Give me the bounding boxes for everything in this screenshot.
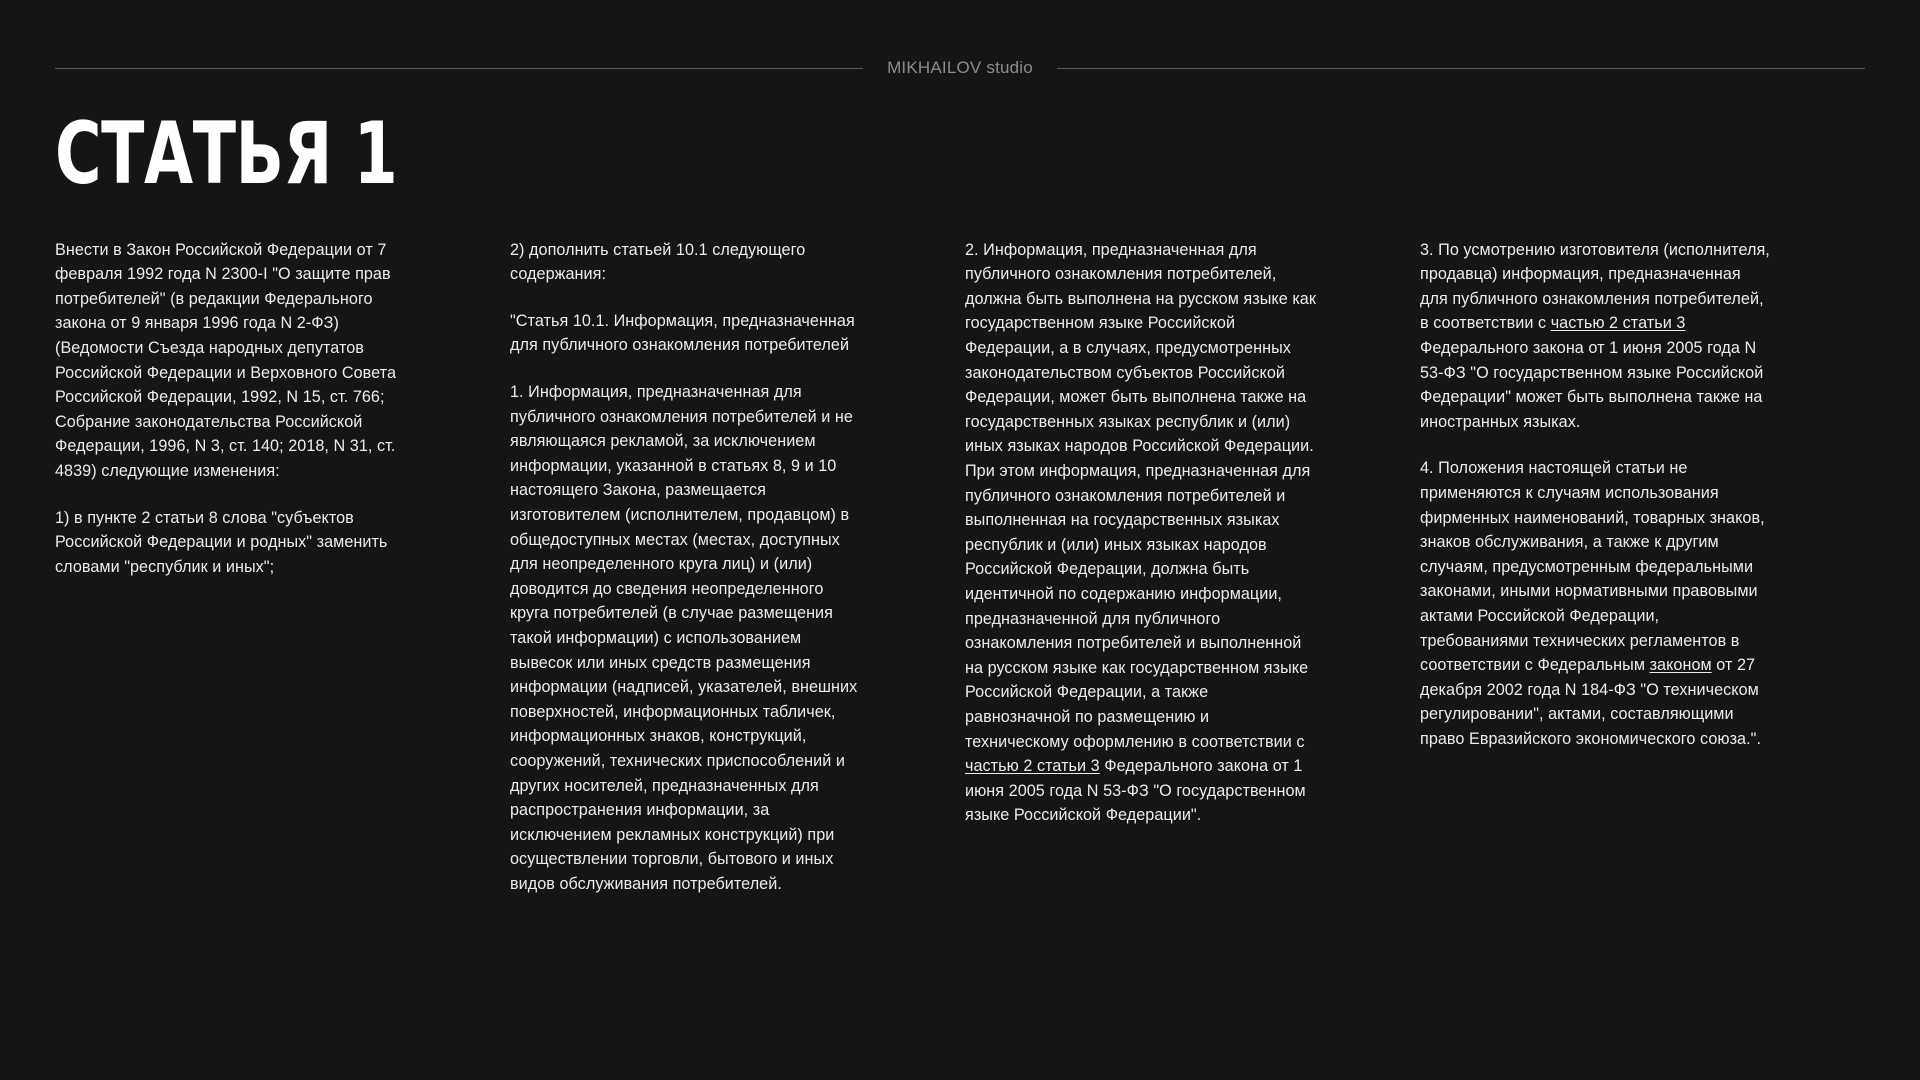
column-2: [510, 238, 862, 897]
text-run: 1) в пункте 2 статьи 8 слова "субъектов Российской Федерации и родных" заменить словами "республик и иных";: [55, 508, 388, 576]
paragraph: [510, 238, 862, 287]
page-title: СТАТЬЯ 1: [55, 104, 398, 204]
text-run: 4. Положения настоящей статьи не применяются к случаям использования фирменных наименований, товарных знаков, знаков обслуживания, а также к другим случаям, предусмотренным федеральными законами, иными нормативными правовыми актами Российской Федерации, требованиями технических регламентов в соответствии с Федеральным: [1420, 459, 1765, 675]
brand-label: MIKHAILOV studio: [887, 58, 1033, 77]
title-block: [55, 104, 1865, 204]
paragraph: [1420, 238, 1772, 435]
text-run: 2) дополнить статьей 10.1 следующего содержания:: [510, 240, 806, 284]
text-run: от 27 декабря 2002 года N 184-ФЗ "О техническом регулировании", актами, составляющими право Евразийского экономического союза.".: [1420, 656, 1761, 748]
paragraph: [965, 238, 1317, 828]
text-columns: [55, 238, 1865, 897]
text-run: 1. Информация, предназначенная для публичного ознакомления потребителей и не являющаяся рекламой, за исключением информации, указанной в статьях 8, 9 и 10 настоящего Закона, размещается изготовителем (исполнителем, продавцом) в общедоступных местах (местах, доступных для неопределенного круга лиц) и (или) доводится до сведения неопределенного круга потребителей (в случае размещения такой информации) с использованием вывесок или иных средств размещения информации (надписей, указателей, внешних поверхностей, информационных табличек, информационных знаков, конструкций, сооружений, технических приспособлений и других носителей, предназначенных для распространения информации, за исключением рекламных конструкций) при осуществлении торговли, бытового и иных видов обслуживания потребителей.: [510, 383, 858, 893]
text-run: 2. Информация, предназначенная для публичного ознакомления потребителей, должна быть выполнена на русском языке как государственном языке Российской Федерации, а в случаях, предусмотренных законодательством субъектов Российской Федерации, может быть выполнена также на государственных языках республик и (или) иных языках народов Российской Федерации. При этом информация, предназначенная для публичного ознакомления потребителей и выполненная на государственных языках республик и (или) иных языках народов Российской Федерации, должна быть идентичной по содержанию информации, предназначенной для публичного ознакомления потребителей и выполненной на русском языке как государственном языке Российской Федерации, а также равнозначной по размещению и техническому оформлению в соответствии с: [965, 240, 1316, 751]
inline-law-link[interactable]: частью 2 статьи 3: [1550, 314, 1686, 333]
paragraph: [510, 380, 862, 896]
text-run: Федерального закона от 1 июня 2005 года N 53-ФЗ "О государственном языке Российской Федерации".: [965, 757, 1306, 825]
paragraph: [55, 238, 407, 484]
header-rule-right: [1057, 68, 1865, 69]
paragraph: [55, 506, 407, 580]
column-3: [965, 238, 1317, 828]
paragraph: [1420, 456, 1772, 751]
inline-law-link[interactable]: законом: [1649, 656, 1712, 675]
slide-header: [55, 0, 1865, 96]
paragraph: [510, 309, 862, 358]
text-run: Федерального закона от 1 июня 2005 года N 53-ФЗ "О государственном языке Российской Федерации" может быть выполнена также на иностранных языках.: [1420, 339, 1764, 431]
text-run: 3. По усмотрению изготовителя (исполнителя, продавца) информация, предназначенная для публичного ознакомления потребителей, в соответствии с: [1420, 240, 1770, 333]
column-1: [55, 238, 407, 580]
column-4: [1420, 238, 1772, 752]
inline-law-link[interactable]: частью 2 статьи 3: [965, 757, 1100, 776]
text-run: "Статья 10.1. Информация, предназначенная для публичного ознакомления потребителей: [510, 311, 855, 355]
text-run: Внести в Закон Российской Федерации от 7 февраля 1992 года N 2300-I "О защите прав потребителей" (в редакции Федерального закона от 9 января 1996 года N 2-ФЗ) (Ведомости Съезда народных депутатов Российской Федерации и Верховного Совета Российской Федерации, 1992, N 15, ст. 766; Собрание законодательства Российской Федерации, 1996, N 3, ст. 140; 2018, N 31, ст. 4839) следующие изменения:: [55, 240, 396, 481]
header-rule-left: [55, 68, 863, 69]
